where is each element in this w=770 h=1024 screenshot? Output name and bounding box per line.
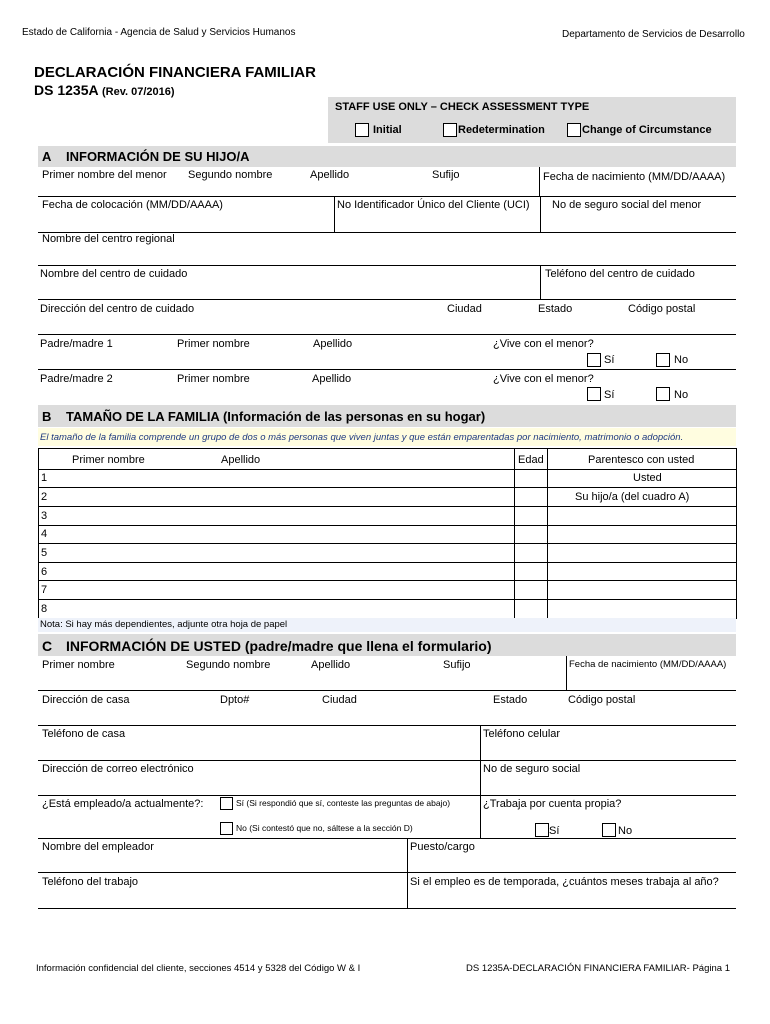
table-row-num: 8 (41, 603, 48, 615)
employed-no-label: No (Si contestó que no, sáltese a la sección D) (236, 823, 413, 833)
child-ssn-label: No de seguro social del menor (552, 199, 702, 211)
employed-no-checkbox[interactable] (220, 822, 233, 835)
self-employed-question: ¿Trabaja por cuenta propia? (483, 798, 622, 810)
care-center-phone-field[interactable] (542, 282, 735, 298)
child-dob-label: Fecha de nacimiento (MM/DD/AAAA) (543, 171, 726, 183)
table-row-num: 6 (41, 566, 48, 578)
apt-label: Dpto# (220, 694, 250, 706)
employed-yes-label: Sí (Si respondió que sí, conteste las preguntas de abajo) (236, 798, 451, 808)
employer-field[interactable] (38, 855, 406, 871)
home-city-label: Ciudad (322, 694, 357, 706)
col-age: Edad (518, 454, 544, 466)
care-center-phone-label: Teléfono del centro de cuidado (545, 268, 695, 280)
parent2-yes-label: Sí (604, 389, 615, 401)
self-employed-yes-checkbox[interactable] (535, 823, 549, 837)
section-b-letter: B (42, 409, 52, 424)
position-field[interactable] (409, 855, 735, 871)
self-employed-no-label: No (618, 825, 633, 837)
form-number (34, 82, 175, 98)
department-name: Departamento de Servicios de Desarrollo (562, 29, 745, 40)
table-row-num: 3 (41, 510, 48, 522)
parent-middle-name-label: Segundo nombre (186, 659, 271, 671)
change-circumstance-checkbox[interactable] (567, 123, 581, 137)
family-table-entry-area[interactable] (50, 470, 513, 617)
home-phone-label: Teléfono de casa (42, 728, 126, 740)
table-row-relation: Su hijo/a (del cuadro A) (575, 491, 690, 503)
child-last-name-label: Apellido (310, 169, 350, 181)
parent1-first-name-label: Primer nombre (177, 338, 250, 350)
table-row-num: 7 (41, 584, 48, 596)
parent-name-field[interactable] (38, 673, 565, 689)
parent1-label: Padre/madre 1 (40, 338, 113, 350)
cell-phone-field[interactable] (482, 742, 735, 759)
footer-confidential: Información confidencial del cliente, secciones 4514 y 5328 del Código W & I (36, 963, 361, 974)
child-suffix-label: Sufijo (432, 169, 460, 181)
seasonal-question: Si el empleo es de temporada, ¿cuántos meses trabaja al año? (410, 876, 719, 888)
col-relationship: Parentesco con usted (588, 454, 695, 466)
redetermination-label: Redetermination (458, 124, 545, 136)
initial-checkbox[interactable] (355, 123, 369, 137)
col-first-name: Primer nombre (72, 454, 145, 466)
employer-label: Nombre del empleador (42, 841, 154, 853)
table-row-num: 4 (41, 528, 48, 540)
child-ssn-field[interactable] (542, 212, 735, 231)
section-a-letter: A (42, 149, 52, 164)
uci-label: No Identificador Único del Cliente (UCI) (337, 199, 530, 211)
regional-center-field[interactable] (38, 247, 736, 264)
col-last-name: Apellido (221, 454, 261, 466)
section-b-note: El tamaño de la familia comprende un grupo de dos o más personas que viven juntas y que están emparentadas por nacimiento, matrimonio o adopción. (40, 432, 684, 443)
agency-name: Estado de California - Agencia de Salud y Servicios Humanos (22, 27, 296, 38)
parent1-last-name-label: Apellido (313, 338, 353, 350)
email-label: Dirección de correo electrónico (42, 763, 194, 775)
form-title: DECLARACIÓN FINANCIERA FAMILIAR (34, 64, 316, 81)
self-employed-yes-label: Sí (549, 825, 560, 837)
position-label: Puesto/cargo (410, 841, 475, 853)
table-row-num: 2 (41, 491, 48, 503)
form-code: DS 1235A (34, 82, 99, 98)
parent2-no-label: No (674, 389, 689, 401)
placement-date-label: Fecha de colocación (MM/DD/AAAA) (42, 199, 223, 211)
seasonal-months-field[interactable] (409, 890, 735, 907)
regional-center-label: Nombre del centro regional (42, 233, 175, 245)
cell-phone-label: Teléfono celular (483, 728, 561, 740)
parent1-yes-label: Sí (604, 354, 615, 366)
care-zip-label: Código postal (628, 303, 696, 315)
parent-last-name-label: Apellido (311, 659, 351, 671)
parent2-yes-checkbox[interactable] (587, 387, 601, 401)
table-row-num: 5 (41, 547, 48, 559)
home-state-label: Estado (493, 694, 528, 706)
child-name-field[interactable] (38, 182, 538, 196)
section-c-letter: C (42, 638, 53, 654)
change-circumstance-label: Change of Circumstance (582, 124, 712, 136)
uci-field[interactable] (336, 212, 539, 231)
care-address-label: Dirección del centro de cuidado (40, 303, 195, 315)
home-address-label: Dirección de casa (42, 694, 130, 706)
table-row-num: 1 (41, 472, 48, 484)
self-employed-no-checkbox[interactable] (602, 823, 616, 837)
employed-yes-checkbox[interactable] (220, 797, 233, 810)
section-b-footnote: Nota: Si hay más dependientes, adjunte otra hoja de papel (40, 619, 288, 630)
parent1-lives-with-label: ¿Vive con el menor? (493, 338, 594, 350)
care-address-field[interactable] (38, 316, 736, 333)
redetermination-checkbox[interactable] (443, 123, 457, 137)
parent2-first-name-label: Primer nombre (177, 373, 250, 385)
child-first-name-label: Primer nombre del menor (42, 169, 167, 181)
section-a-title: INFORMACIÓN DE SU HIJO/A (66, 149, 250, 164)
email-field[interactable] (38, 777, 479, 794)
parent-dob-label: Fecha de nacimiento (MM/DD/AAAA) (569, 659, 727, 670)
section-b-title: TAMAÑO DE LA FAMILIA (Información de las personas en su hogar) (66, 409, 486, 424)
parent1-yes-checkbox[interactable] (587, 353, 601, 367)
parent-dob-field[interactable] (568, 673, 735, 689)
initial-label: Initial (373, 124, 402, 136)
care-center-field[interactable] (38, 282, 538, 298)
home-zip-label: Código postal (568, 694, 636, 706)
parent-first-name-label: Primer nombre (42, 659, 115, 671)
table-row-relation: Usted (633, 472, 662, 484)
work-phone-label: Teléfono del trabajo (42, 876, 139, 888)
parent2-lives-with-label: ¿Vive con el menor? (493, 373, 594, 385)
form-revision: (Rev. 07/2016) (101, 86, 175, 98)
parent-ssn-field[interactable] (482, 777, 735, 794)
parent2-name-field[interactable] (38, 387, 478, 402)
home-phone-field[interactable] (38, 742, 479, 759)
parent1-no-checkbox[interactable] (656, 353, 670, 367)
footer-page-info: DS 1235A-DECLARACIÓN FINANCIERA FAMILIAR- Página 1 (466, 963, 730, 974)
parent2-no-checkbox[interactable] (656, 387, 670, 401)
care-city-label: Ciudad (447, 303, 482, 315)
work-phone-field[interactable] (38, 890, 406, 907)
parent1-name-field[interactable] (38, 352, 478, 367)
parent2-last-name-label: Apellido (312, 373, 352, 385)
parent2-label: Padre/madre 2 (40, 373, 113, 385)
staff-use-title: STAFF USE ONLY – CHECK ASSESSMENT TYPE (335, 101, 590, 113)
home-address-field[interactable] (38, 708, 736, 724)
care-state-label: Estado (538, 303, 573, 315)
child-middle-name-label: Segundo nombre (188, 169, 273, 181)
child-dob-field[interactable] (541, 184, 735, 196)
parent1-no-label: No (674, 354, 689, 366)
placement-date-field[interactable] (38, 212, 333, 231)
parent-suffix-label: Sufijo (443, 659, 471, 671)
parent-ssn-label: No de seguro social (483, 763, 581, 775)
section-c-title: INFORMACIÓN DE USTED (padre/madre que llena el formulario) (66, 638, 492, 654)
employed-question: ¿Está empleado/a actualmente?: (42, 798, 204, 810)
care-center-label: Nombre del centro de cuidado (40, 268, 188, 280)
